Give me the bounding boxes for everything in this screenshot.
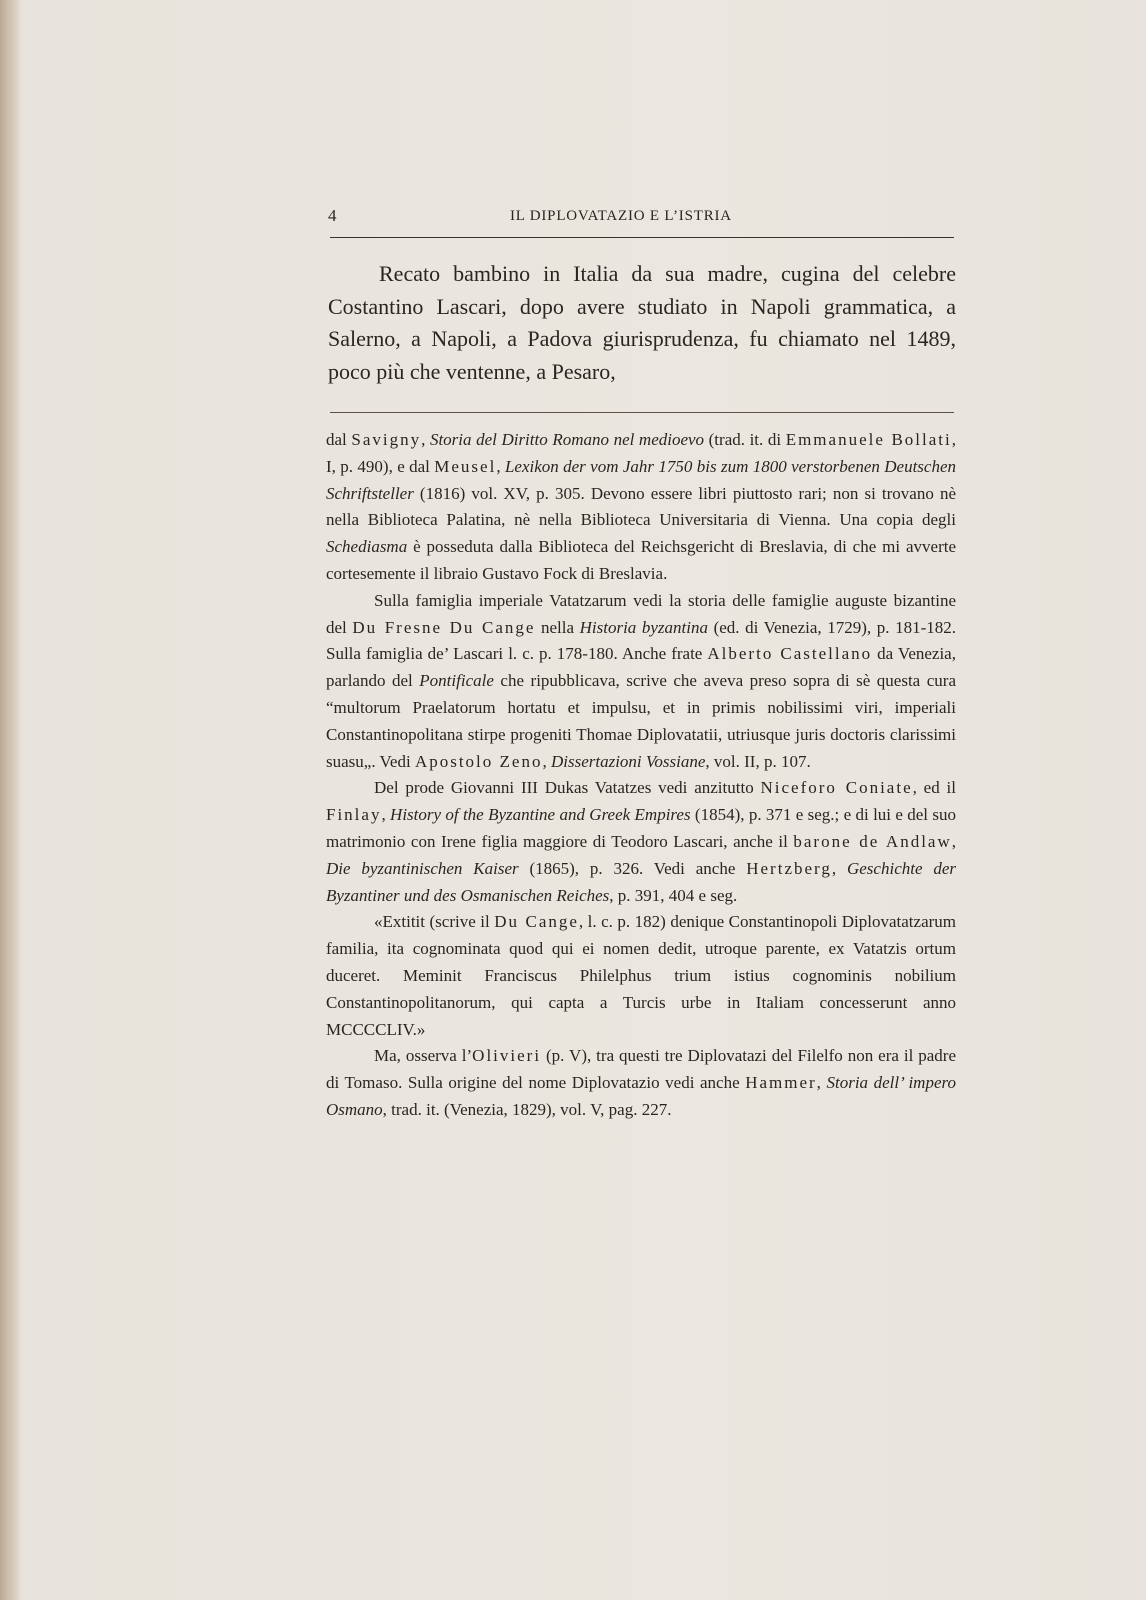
footnote-text: , p. 391, 404 e seg. <box>609 885 738 905</box>
spaced-name: Apostolo Zeno <box>414 751 543 771</box>
header-rule <box>330 237 954 238</box>
footnote-text: , <box>831 858 847 878</box>
footnote-rule <box>330 412 954 413</box>
footnote-text: , trad. it. (Venezia, 1829), vol. V, pag. 227. <box>382 1099 672 1119</box>
footnote-text: , <box>542 751 551 771</box>
spaced-name: Emmanuele Bollati <box>785 430 952 449</box>
footnote-text: , <box>381 805 391 825</box>
italic-title: Die byzantinischen Kaiser <box>326 858 519 878</box>
footnote-text: è posseduta dalla Biblioteca del Reichsgericht di Breslavia, di che mi avverte cortesemente il libraio Gustavo Fock di Breslavia. <box>326 537 956 583</box>
footnote-text: che ripubblicava, scrive che aveva preso sopra di sè questa cura “multorum Praelatorum hortatu et impulsu, et in primis nobilissimi viri, imperiali Constantinopolitana stirpe progeniti Thomae Diplovatatii, utriusque juris doctoris clarissimi suasu„. Vedi <box>326 671 956 771</box>
footnote-text: (ed. di Venezia, 1729), p. 181-182. Sulla famiglia de’ Lascari l. c. p. 178-180. Anche frate <box>326 617 956 664</box>
footnote-text: , <box>496 456 505 476</box>
footnote-text: «Extitit (scrive il <box>374 912 495 932</box>
spaced-name: Meusel <box>434 456 497 476</box>
spaced-name: Du Cange <box>494 912 579 932</box>
italic-title: Storia del Diritto Romano nel medioevo <box>429 430 705 449</box>
spaced-name: Alberto Castellano <box>707 644 873 664</box>
footnote-paragraph <box>326 1043 956 1123</box>
footnote-text: , l. c. p. 182) denique Constantinopoli Diplovatatzarum familia, ita cognominata quod qui ei nomen dedit, utroque parente, ex Vatatzis ortum duceret. Meminit Franciscus Philelphus trium istius cognominis nobilium Constantinopolitanorum, qui capta a Turcis urbe in Italiam concesserunt anno MCCCCLIV.» <box>326 912 956 1039</box>
italic-title: Pontificale <box>419 671 494 691</box>
footnote-text: , vol. II, p. 107. <box>705 751 811 771</box>
footnote-text: Sulla famiglia imperiale Vatatzarum vedi la storia delle famiglie auguste bizantine del <box>326 590 956 637</box>
footnote-text: (1816) vol. XV, p. 305. Devono essere libri piuttosto rari; non si trovano nè nella Biblioteca Palatina, nè nella Biblioteca Universitaria di Vienna. Una copia degli <box>326 483 956 530</box>
footnote-text: Del prode Giovanni III Dukas Vatatzes vedi anzitutto <box>374 778 761 798</box>
italic-title: Schediasma <box>326 537 408 557</box>
italic-title: Lexikon der vom Jahr 1750 bis zum 1800 verstorbenen Deutschen Schriftsteller <box>326 456 956 503</box>
running-head: IL DIPLOVATAZIO E L’ISTRIA <box>510 208 732 224</box>
footnote-text: , ed il <box>912 778 956 798</box>
footnote-paragraph <box>326 909 956 1043</box>
footnote-text: da Venezia, parlando del <box>326 644 956 691</box>
footnote-text: (p. V), tra questi tre Diplovatazi del Filelfo non era il padre di Tomaso. Sulla origine del nome Diplovatazio vedi anche <box>326 1046 956 1093</box>
footnote-text: , <box>816 1073 827 1093</box>
main-text-paragraph: Recato bambino in Italia da sua madre, cugina del celebre Costantino Lascari, dopo avere studiato in Napoli grammatica, a Salerno, a Napoli, a Padova giurisprudenza, fu chiamato nel 1489, poco più che ventenne, a Pesaro, <box>328 261 956 384</box>
footnote-paragraph <box>326 427 956 588</box>
footnote-text: (1854), p. 371 e seg.; e di lui e del suo matrimonio con Irene figlia maggiore di Teodoro Lascari, anche il <box>326 805 956 851</box>
footnote-text: nella <box>535 617 580 637</box>
page-header <box>328 200 956 230</box>
page-edge-shadow <box>0 0 20 1600</box>
spaced-name: Savigny <box>351 430 422 449</box>
footnote-text: (1865), p. 326. Vedi anche <box>518 858 747 878</box>
spaced-name: Hammer <box>745 1073 817 1093</box>
spaced-name: Finlay <box>326 805 382 825</box>
spaced-name: Niceforo Coniate <box>760 778 913 798</box>
footnote-text: , <box>421 430 430 449</box>
footnotes <box>326 427 956 1124</box>
spaced-name: Olivieri <box>472 1046 542 1066</box>
italic-title: Historia byzantina <box>579 617 708 637</box>
italic-title: Geschichte der Byzantiner und des Osmanischen Reiches <box>326 858 957 905</box>
spaced-name: Du Fresne Du Cange <box>352 617 536 637</box>
footnote-text: dal <box>326 430 352 449</box>
italic-title: Storia dell’ impero Osmano <box>326 1073 956 1119</box>
footnote-text: , I, p. 490), e dal <box>326 430 956 476</box>
footnote-paragraph <box>326 775 956 909</box>
footnote-paragraph <box>326 588 956 776</box>
page-number: 4 <box>328 206 337 225</box>
spaced-name: Hertzberg <box>746 858 832 878</box>
footnote-text: Ma, osserva l’ <box>374 1046 473 1066</box>
footnote-text: , <box>951 831 956 851</box>
italic-title: Dissertazioni Vossiane <box>550 751 706 771</box>
footnote-text: (trad. it. di <box>704 430 786 449</box>
italic-title: History of the Byzantine and Greek Empires <box>390 805 691 825</box>
spaced-name: barone de Andlaw <box>793 831 952 851</box>
